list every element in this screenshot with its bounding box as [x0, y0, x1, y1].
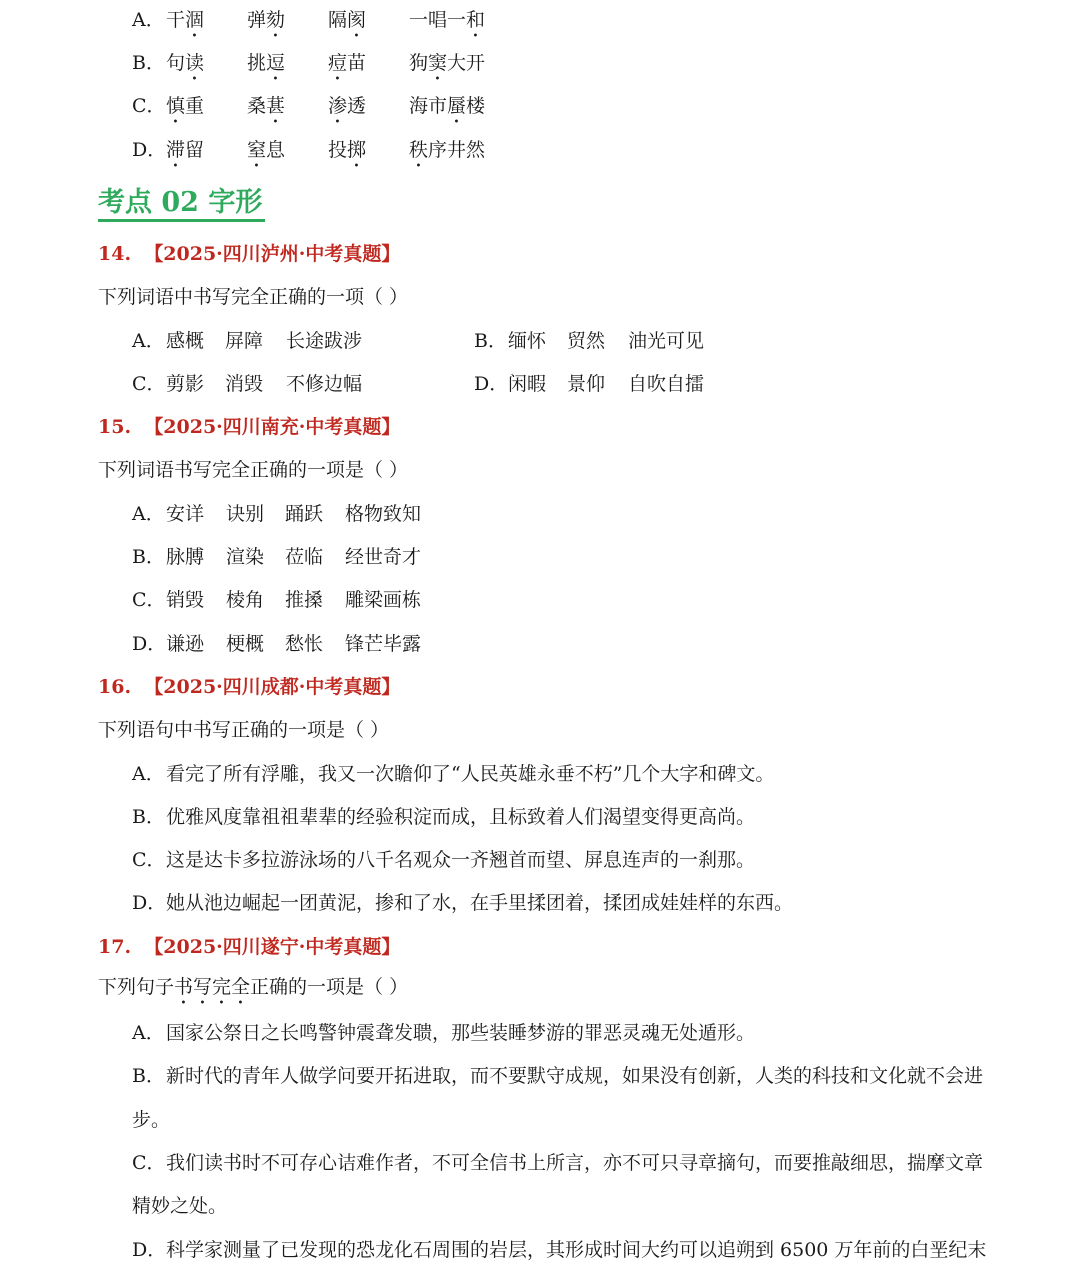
option-label: A．: [132, 503, 165, 525]
option-label: C．: [132, 373, 166, 395]
option-word: 感概: [166, 330, 205, 352]
option-word: 屏障: [225, 330, 264, 352]
option-word: 滞留: [166, 139, 205, 161]
q17-option-c-cont: 精妙之处。: [132, 1195, 228, 1217]
option-word: 剪影: [166, 373, 205, 395]
q17-option-c: [132, 1149, 983, 1177]
question-16-header: [98, 673, 400, 701]
section-title: 考点 02 字形: [98, 187, 263, 218]
option-word: 弹劾: [247, 9, 286, 31]
option-label: D．: [132, 1239, 167, 1261]
option-word: 长途跋涉: [286, 330, 363, 352]
option-word: 海市蜃楼: [409, 95, 486, 117]
question-source: 【2025·四川泸州·中考真题】: [144, 243, 401, 265]
question-14-header: [98, 240, 400, 268]
option-word: 谦逊: [166, 633, 205, 655]
q17-option-d: [132, 1236, 986, 1264]
option-word: 消毁: [225, 373, 264, 395]
option-word: 推搡: [285, 589, 324, 611]
option-word: 莅临: [285, 546, 324, 568]
option-word: 闲暇: [508, 373, 547, 395]
option-text: 优雅风度靠祖祖辈辈的经验积淀而成，且标致着人们渴望变得更高尚。: [166, 806, 756, 828]
question-15-stem: 下列词语书写完全正确的一项是（ ）: [98, 459, 409, 481]
option-label: A．: [132, 763, 165, 785]
option-label: A．: [132, 1022, 165, 1044]
option-label: B．: [132, 52, 165, 74]
option-word: 不修边幅: [286, 373, 363, 395]
option-word: 贸然: [567, 330, 606, 352]
option-word: 狗窦大开: [409, 52, 486, 74]
option-word: 渲染: [226, 546, 265, 568]
q16-option-a: [132, 760, 774, 788]
option-word: 隔阂: [328, 9, 367, 31]
option-word: 自吹自擂: [628, 373, 705, 395]
option-word: 痘苗: [328, 52, 367, 74]
option-text: 这是达卡多拉游泳场的八千名观众一齐翘首而望、屏息连声的一刹那。: [166, 849, 756, 871]
option-label: A．: [132, 330, 165, 352]
question-14-stem: 下列词语中书写完全正确的一项（ ）: [98, 286, 409, 308]
option-label: D．: [132, 892, 167, 914]
question-source: 【2025·四川成都·中考真题】: [144, 676, 401, 698]
option-label: C．: [132, 589, 166, 611]
section-underline: [98, 219, 265, 222]
option-word: 安详: [166, 503, 205, 525]
option-label: B．: [132, 546, 165, 568]
option-label: B．: [474, 330, 507, 352]
question-number: 15.: [98, 416, 132, 438]
question-17-stem: [98, 973, 408, 1009]
option-label: B．: [132, 1065, 165, 1087]
option-text: 看完了所有浮雕，我又一次瞻仰了“人民英雄永垂不朽”几个大字和碑文。: [166, 763, 775, 785]
option-label: D．: [474, 373, 509, 395]
option-word: 格物致知: [345, 503, 422, 525]
option-word: 销毁: [166, 589, 205, 611]
option-text: 她从池边崛起一团黄泥，掺和了水，在手里揉团着，揉团成娃娃样的东西。: [166, 892, 794, 914]
option-label: C．: [132, 95, 166, 117]
option-word: 一唱一和: [409, 9, 486, 31]
option-word: 窒息: [247, 139, 286, 161]
stem-emphasis: 书写完全: [174, 976, 251, 998]
option-word: 锋芒毕露: [345, 633, 422, 655]
option-word: 干涸: [166, 9, 205, 31]
option-label: D．: [132, 139, 167, 161]
option-word: 渗透: [328, 95, 367, 117]
option-label: B．: [132, 806, 165, 828]
option-word: 经世奇才: [345, 546, 422, 568]
q17-option-a: [132, 1019, 755, 1047]
option-word: 缅怀: [508, 330, 547, 352]
q16-option-c: [132, 846, 755, 874]
question-15-header: [98, 413, 400, 441]
q17-option-b: [132, 1062, 983, 1090]
stem-text: 正确的一项是（ ）: [250, 976, 409, 998]
q16-option-b: [132, 803, 755, 831]
option-word: 梗概: [226, 633, 265, 655]
q17-option-b-cont: 步。: [132, 1109, 171, 1131]
option-word: 棱角: [226, 589, 265, 611]
option-word: 愁怅: [285, 633, 324, 655]
option-text: 科学家测量了已发现的恐龙化石周围的岩层，其形成时间大约可以追朔到 6500 万年前的白垩纪末: [166, 1239, 987, 1261]
option-word: 踊跃: [285, 503, 324, 525]
stem-text: 下列句子: [98, 976, 175, 998]
option-text: 我们读书时不可存心诘难作者，不可全信书上所言，亦不可只寻章摘句，而要推敲细思，揣摩文章: [166, 1152, 984, 1174]
option-text: 新时代的青年人做学问要开拓进取，而不要默守成规，如果没有创新，人类的科技和文化就不会进: [166, 1065, 984, 1087]
question-17-header: [98, 933, 400, 961]
option-word: 挑逗: [247, 52, 286, 74]
option-word: 句读: [166, 52, 205, 74]
question-source: 【2025·四川遂宁·中考真题】: [144, 936, 401, 958]
option-label: A．: [132, 9, 165, 31]
option-word: 脉膊: [166, 546, 205, 568]
option-word: 慎重: [166, 95, 205, 117]
question-number: 16.: [98, 676, 132, 698]
option-word: 投掷: [328, 139, 367, 161]
option-label: D．: [132, 633, 167, 655]
option-word: 桑葚: [247, 95, 286, 117]
option-word: 诀别: [226, 503, 265, 525]
option-word: 油光可见: [628, 330, 705, 352]
option-label: C．: [132, 1152, 166, 1174]
option-word: 雕梁画栋: [345, 589, 422, 611]
question-16-stem: 下列语句中书写正确的一项是（ ）: [98, 719, 390, 741]
q16-option-d: [132, 889, 793, 917]
question-source: 【2025·四川南充·中考真题】: [144, 416, 401, 438]
option-text: 国家公祭日之长鸣警钟震聋发聩，那些装睡梦游的罪恶灵魂无处遁形。: [166, 1022, 756, 1044]
option-word: 秩序井然: [409, 139, 486, 161]
option-word: 景仰: [567, 373, 606, 395]
question-number: 17.: [98, 936, 132, 958]
question-number: 14.: [98, 243, 132, 265]
option-label: C．: [132, 849, 166, 871]
